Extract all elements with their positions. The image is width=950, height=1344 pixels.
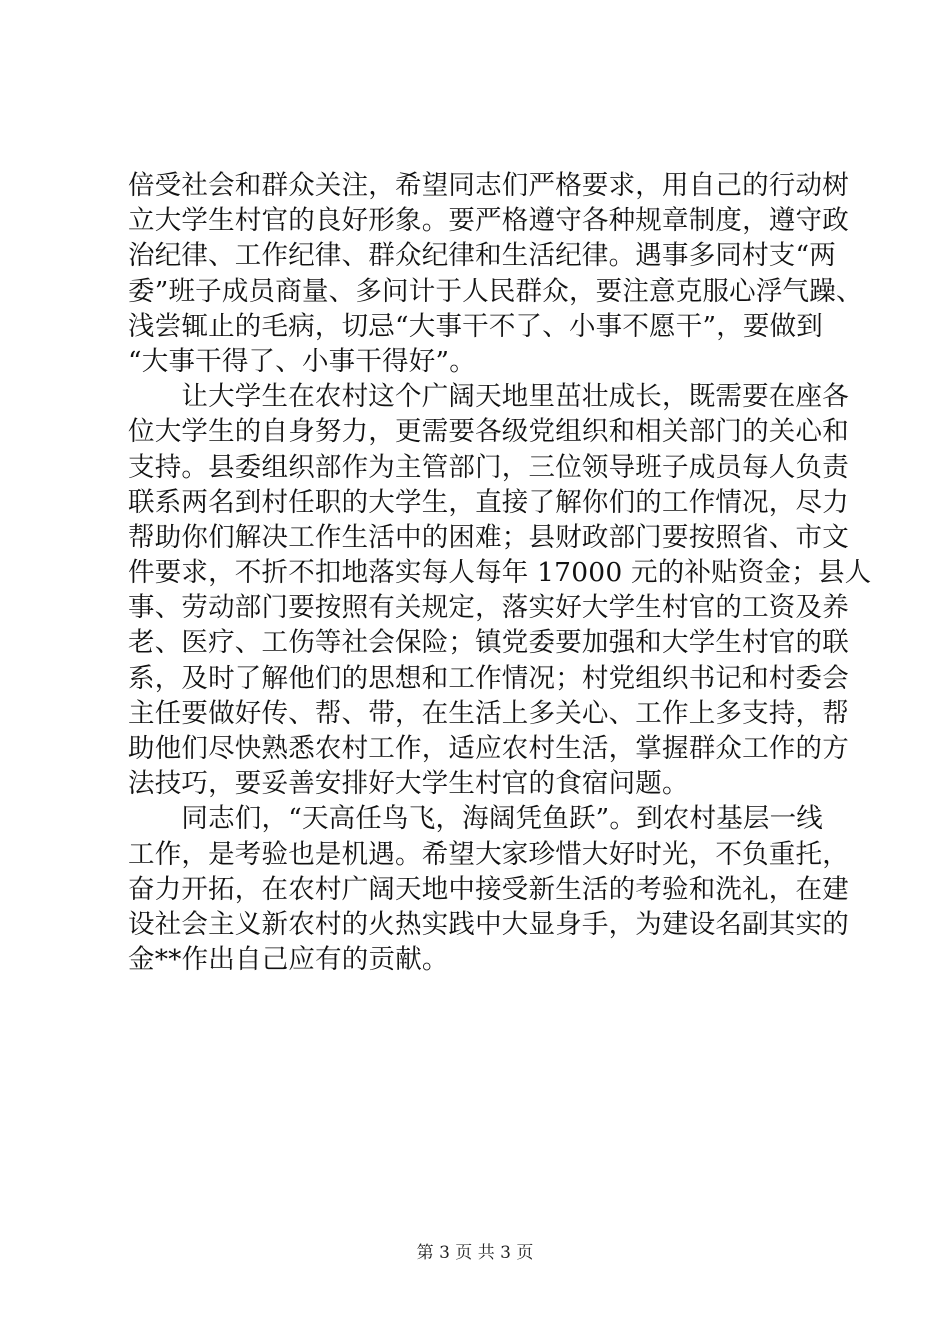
text-line: 设社会主义新农村的火热实践中大显身手，为建设名副其实的	[128, 908, 849, 940]
text-line: 事、劳动部门要按照有关规定，落实好大学生村官的工资及养	[128, 592, 849, 624]
text-line: 主任要做好传、帮、带，在生活上多关心、工作上多支持，帮	[128, 697, 849, 729]
text-line: 金**作出自己应有的贡献。	[128, 944, 449, 976]
text-line: 同志们，“天高任鸟飞，海阔凭鱼跃”。到农村基层一线	[128, 803, 823, 835]
text-line: 立大学生村官的良好形象。要严格遵守各种规章制度，遵守政	[128, 205, 849, 237]
text-line: 联系两名到村任职的大学生，直接了解你们的工作情况，尽力	[128, 486, 849, 518]
text-line: 法技巧，要妥善安排好大学生村官的食宿问题。	[128, 768, 689, 800]
text-line: 助他们尽快熟悉农村工作，适应农村生活，掌握群众工作的方	[128, 733, 849, 764]
text-line: 浅尝辄止的毛病，切忌“大事干不了、小事不愿干”，要做到	[128, 310, 823, 342]
page-number-footer: 第 3 页 共 3 页	[416, 1243, 534, 1263]
text-line: 支持。县委组织部作为主管部门，三位领导班子成员每人负责	[128, 451, 849, 483]
text-line: 件要求，不折不扣地落实每人每年 17000 元的补贴资金；县人	[128, 557, 872, 589]
text-line: 系，及时了解他们的思想和工作情况；村党组织书记和村委会	[128, 662, 849, 694]
text-line: 治纪律、工作纪律、群众纪律和生活纪律。遇事多同村支“两	[128, 240, 836, 272]
text-line: 老、医疗、工伤等社会保险；镇党委要加强和大学生村官的联	[128, 627, 849, 659]
text-line: 位大学生的自身努力，更需要各级党组织和相关部门的关心和	[128, 416, 849, 448]
text-line: 工作，是考验也是机遇。希望大家珍惜大好时光，不负重托，	[128, 838, 849, 870]
text-line: 委”班子成员商量、多问计于人民群众，要注意克服心浮气躁、	[128, 275, 863, 307]
text-line: 让大学生在农村这个广阔天地里茁壮成长，既需要在座各	[128, 381, 849, 413]
text-line: 帮助你们解决工作生活中的困难；县财政部门要按照省、市文	[128, 521, 849, 553]
text-line: “大事干得了、小事干得好”。	[128, 345, 476, 377]
text-line: 奋力开拓，在农村广阔天地中接受新生活的考验和洗礼，在建	[128, 873, 849, 905]
document-body	[128, 168, 872, 977]
text-line: 倍受社会和群众关注，希望同志们严格要求，用自己的行动树	[128, 170, 849, 201]
